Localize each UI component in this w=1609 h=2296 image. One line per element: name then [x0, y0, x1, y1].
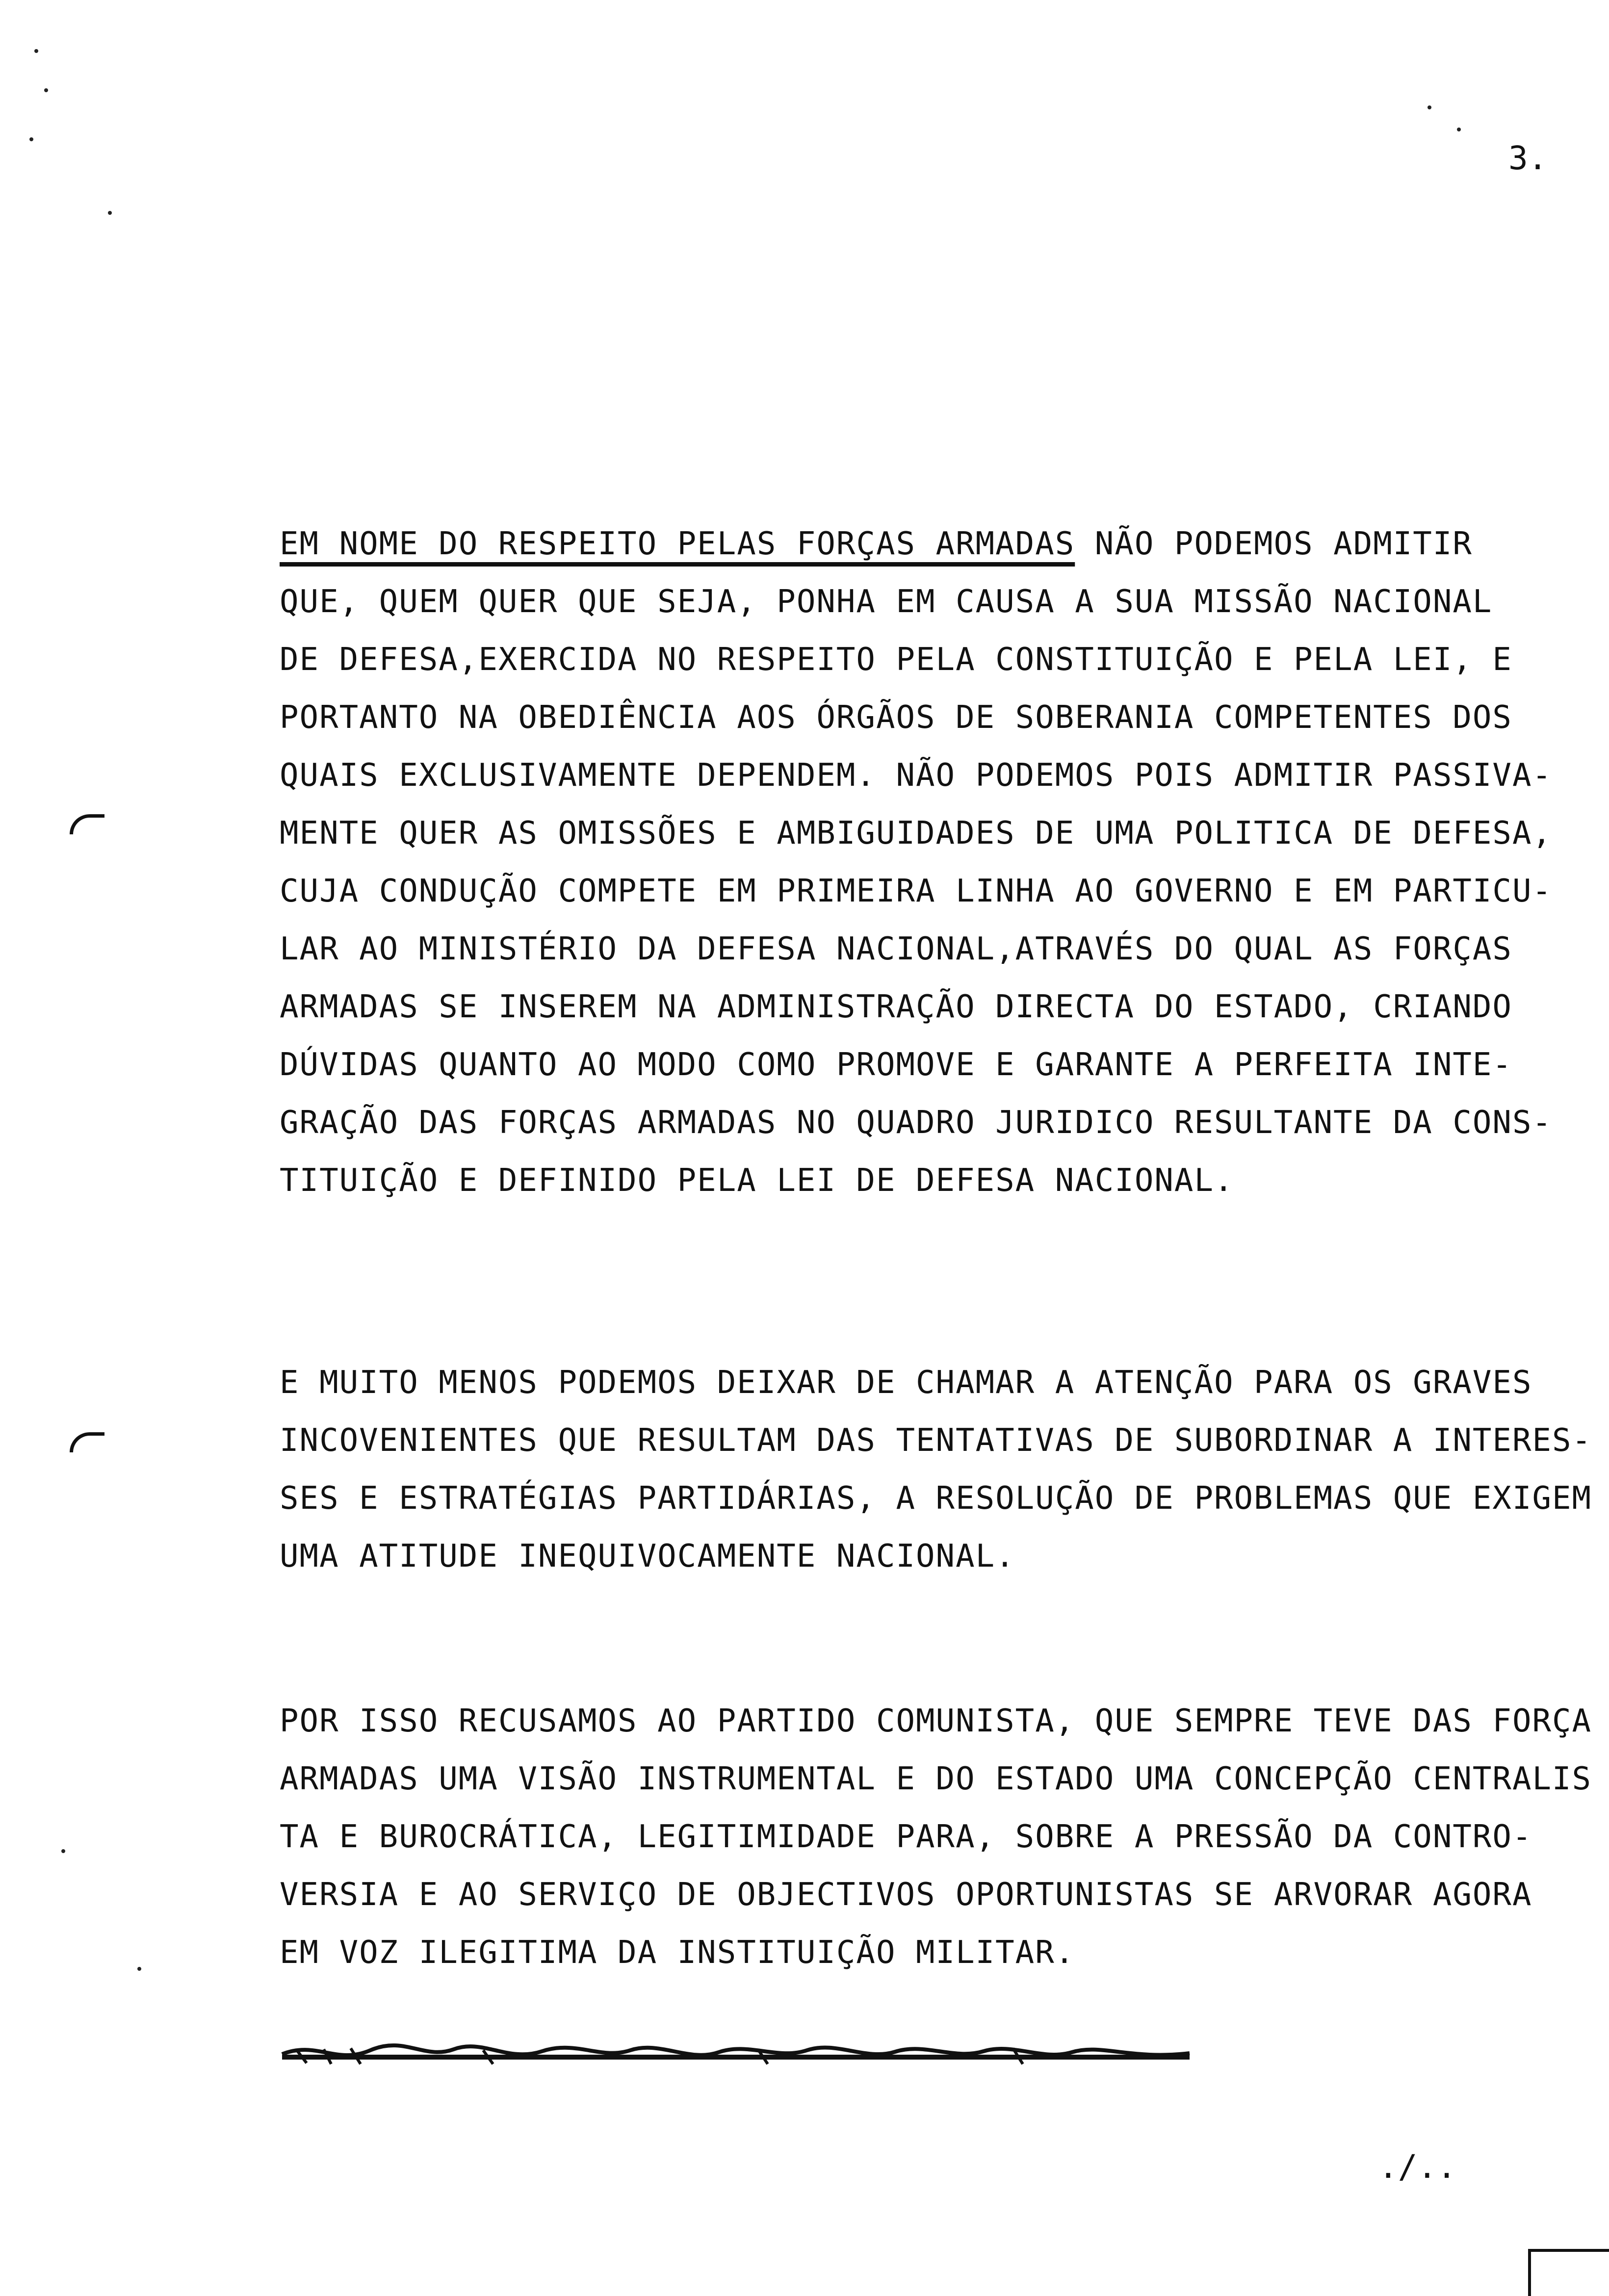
corner-tab [1528, 2249, 1609, 2296]
scribbled-out-line [277, 2036, 1194, 2070]
paragraph-1-line-1 [280, 515, 1609, 573]
speck [137, 1967, 141, 1971]
paragraph-1-line-7: CUJA CONDUÇÃO COMPETE EM PRIMEIRA LINHA AO GOVERNO E EM PARTICU- [280, 873, 1552, 909]
paragraph-1-line-11: GRAÇÃO DAS FORÇAS ARMADAS NO QUADRO JURIDICO RESULTANTE DA CONS- [280, 1105, 1552, 1141]
speck [108, 211, 112, 215]
margin-punch-mark [70, 814, 104, 834]
speck [29, 137, 33, 141]
first-line-rest: NÃO PODEMOS ADMITIR [1075, 526, 1473, 562]
paragraph-3 [280, 1692, 1609, 1982]
paragraph-2-line-1: E MUITO MENOS PODEMOS DEIXAR DE CHAMAR A ATENÇÃO PARA OS GRAVES [280, 1365, 1532, 1401]
speck [1457, 128, 1461, 131]
continuation-mark: ./.. [1378, 2148, 1456, 2186]
speck [44, 88, 48, 92]
paragraph-1-line-9: ARMADAS SE INSEREM NA ADMINISTRAÇÃO DIRECTA DO ESTADO, CRIANDO [280, 989, 1512, 1025]
paragraph-1-line-8: LAR AO MINISTÉRIO DA DEFESA NACIONAL,ATRAVÉS DO QUAL AS FORÇAS [280, 931, 1512, 967]
paragraph-1-line-5: QUAIS EXCLUSIVAMENTE DEPENDEM. NÃO PODEMOS POIS ADMITIR PASSIVA- [280, 757, 1552, 794]
paragraph-1-line-2: QUE, QUEM QUER QUE SEJA, PONHA EM CAUSA A SUA MISSÃO NACIONAL [280, 584, 1493, 620]
underlined-phrase: EM NOME DO RESPEITO PELAS FORÇAS ARMADAS [280, 526, 1075, 562]
speck [34, 49, 38, 53]
paragraph-1-line-3: DE DEFESA,EXERCIDA NO RESPEITO PELA CONSTITUIÇÃO E PELA LEI, E [280, 642, 1512, 678]
paragraph-3-line-3: TA E BUROCRÁTICA, LEGITIMIDADE PARA, SOBRE A PRESSÃO DA CONTRO- [280, 1819, 1532, 1855]
paragraph-2-line-4: UMA ATITUDE INEQUIVOCAMENTE NACIONAL. [280, 1538, 1015, 1574]
paragraph-1 [280, 515, 1609, 1210]
paragraph-1-line-6: MENTE QUER AS OMISSÕES E AMBIGUIDADES DE UMA POLITICA DE DEFESA, [280, 815, 1552, 851]
paragraph-1-line-4: PORTANTO NA OBEDIÊNCIA AOS ÓRGÃOS DE SOBERANIA COMPETENTES DOS [280, 699, 1512, 736]
paragraph-3-line-5: EM VOZ ILEGITIMA DA INSTITUIÇÃO MILITAR. [280, 1935, 1075, 1971]
paragraph-2-line-2: INCOVENIENTES QUE RESULTAM DAS TENTATIVAS DE SUBORDINAR A INTERES- [280, 1422, 1592, 1459]
paragraph-3-line-4: VERSIA E AO SERVIÇO DE OBJECTIVOS OPORTUNISTAS SE ARVORAR AGORA [280, 1877, 1532, 1913]
paragraph-2-line-3: SES E ESTRATÉGIAS PARTIDÁRIAS, A RESOLUÇÃO DE PROBLEMAS QUE EXIGEM [280, 1480, 1592, 1517]
speck [61, 1849, 65, 1853]
paragraph-2 [280, 1354, 1609, 1585]
margin-punch-mark [70, 1432, 104, 1452]
paragraph-1-line-12: TITUIÇÃO E DEFINIDO PELA LEI DE DEFESA NACIONAL. [280, 1162, 1234, 1199]
paragraph-3-line-2: ARMADAS UMA VISÃO INSTRUMENTAL E DO ESTADO UMA CONCEPÇÃO CENTRALIS [280, 1761, 1592, 1797]
paragraph-1-line-10: DÚVIDAS QUANTO AO MODO COMO PROMOVE E GARANTE A PERFEITA INTE- [280, 1047, 1512, 1083]
speck [1427, 105, 1431, 109]
page-number: 3. [1508, 139, 1548, 177]
paragraph-3-line-1: POR ISSO RECUSAMOS AO PARTIDO COMUNISTA, QUE SEMPRE TEVE DAS FORÇA [280, 1703, 1592, 1739]
